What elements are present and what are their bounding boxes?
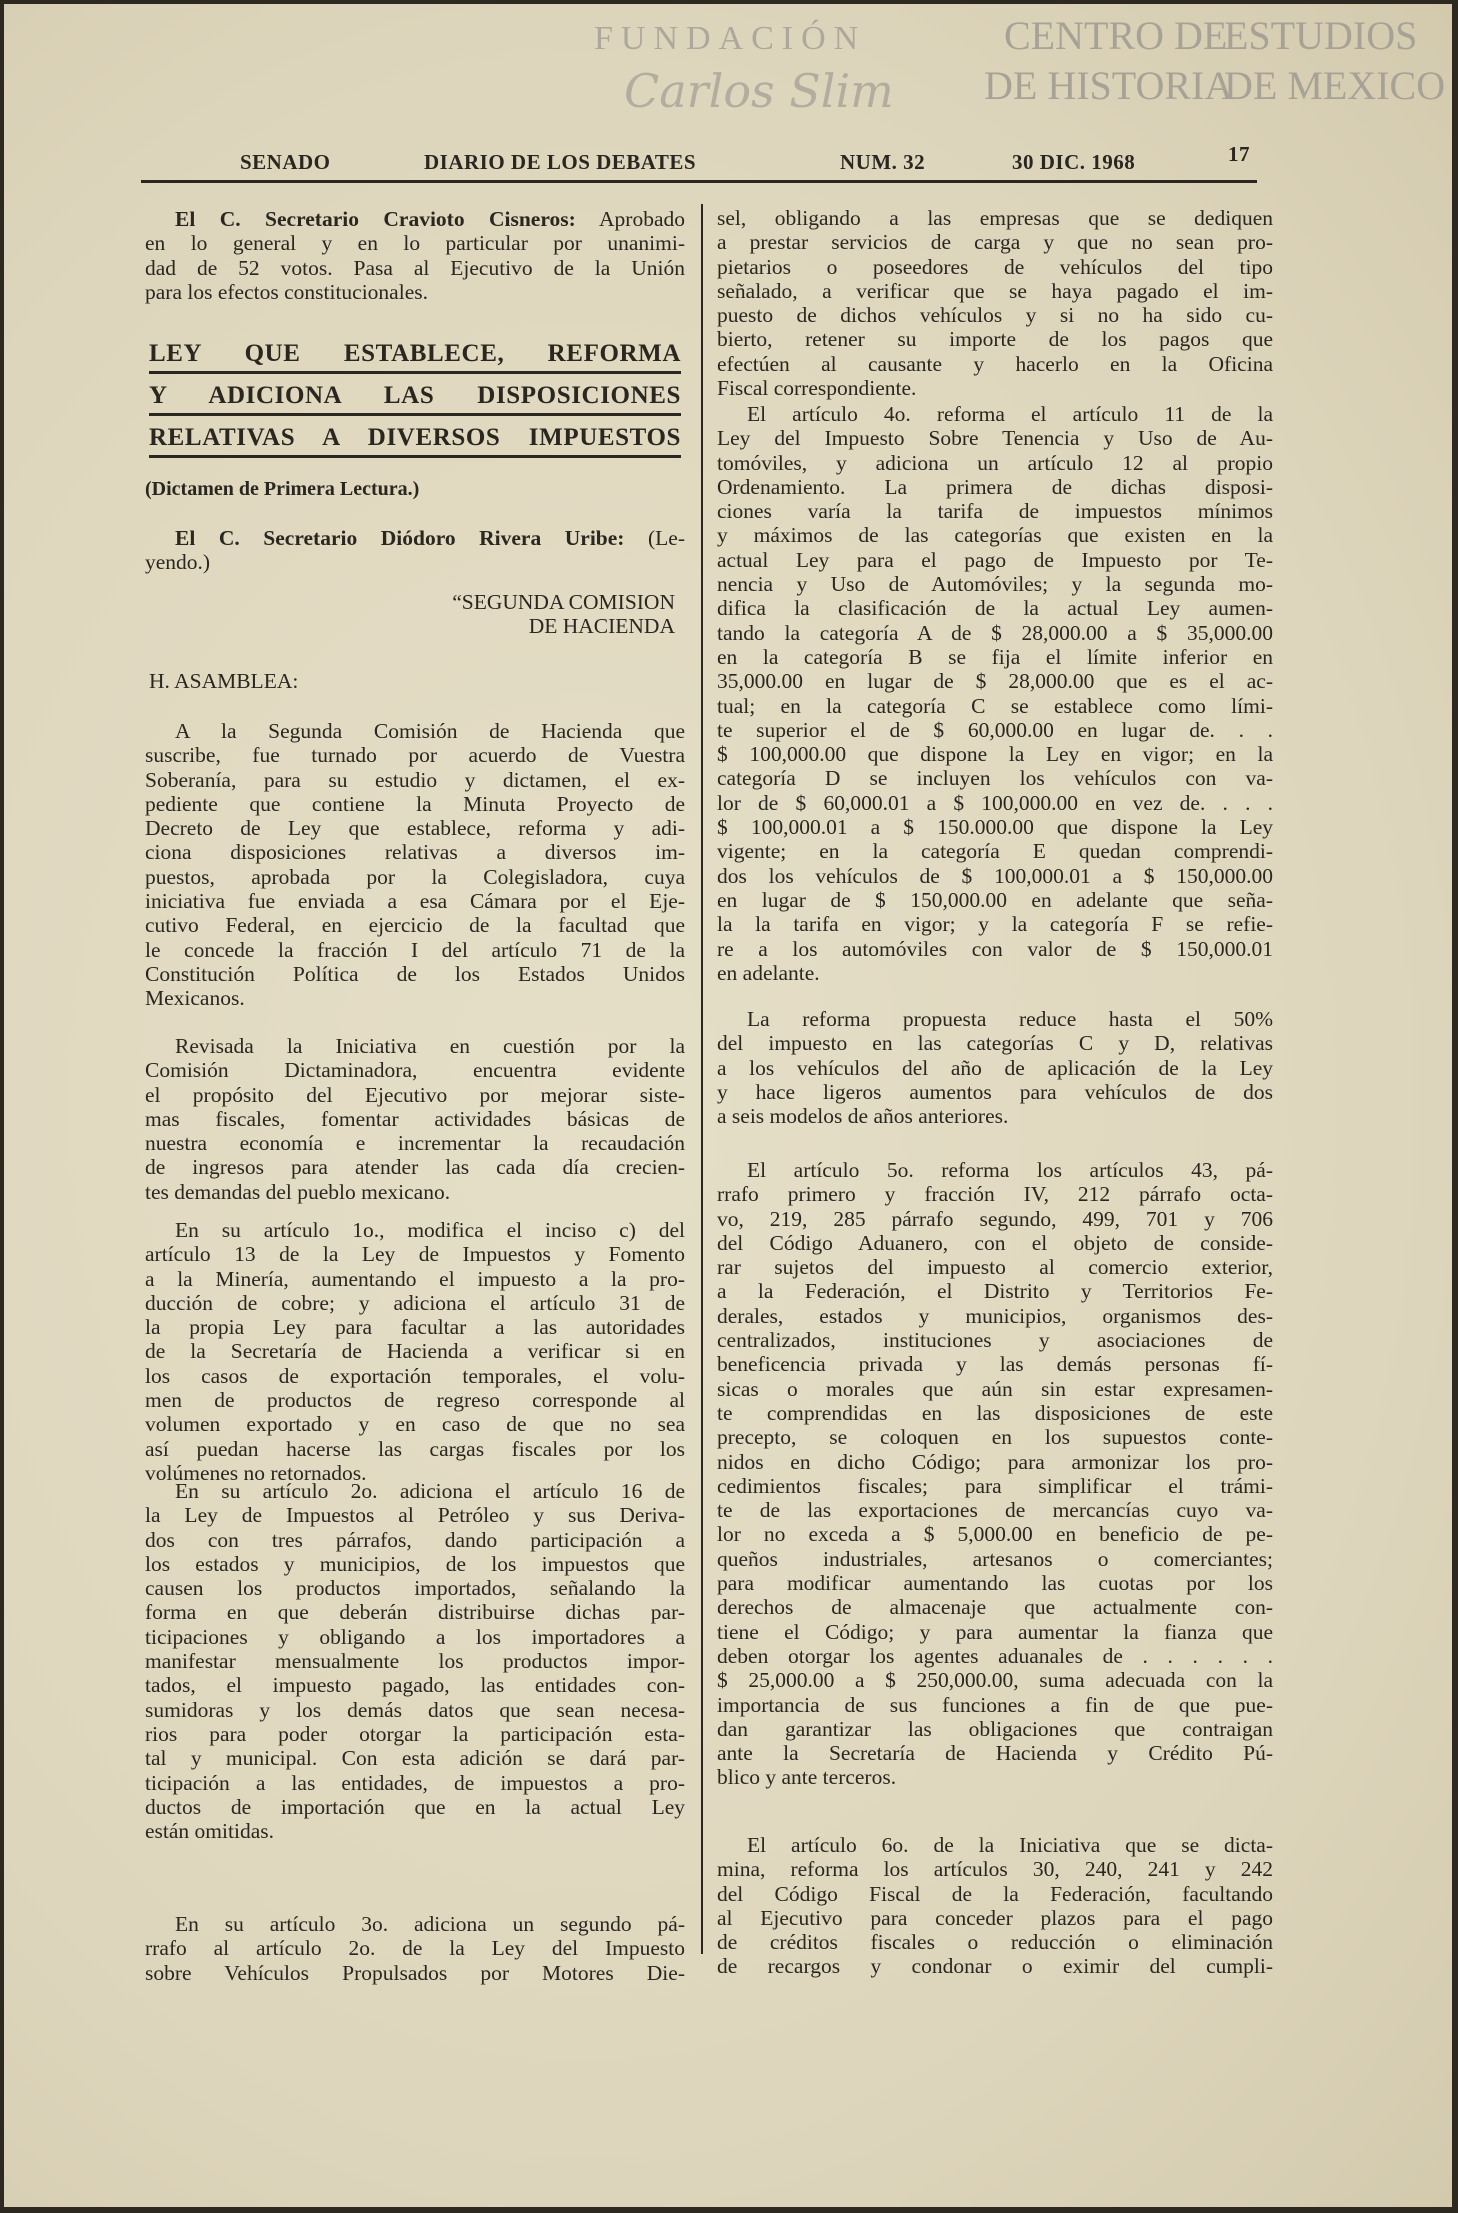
committee-heading (145, 590, 685, 639)
text-line: El artículo 6o. de la Iniciativa que se dicta- (747, 1833, 1273, 1857)
text-line: El artículo 4o. reforma el artículo 11 de la (747, 402, 1273, 426)
text-line: del Código Fiscal de la Federación, facultando (717, 1881, 1273, 1906)
speaker-name: El C. Secretario Diódoro Rivera Uribe: (175, 526, 625, 550)
text-line: sel, obligando a las empresas que se dediquen (717, 206, 1273, 230)
paragraph (717, 1833, 1273, 1979)
text-line: los estados y municipios, de los impuestos que (145, 1551, 685, 1576)
paragraph (145, 1479, 685, 1843)
text-line: están omitidas. (145, 1819, 274, 1844)
law-title-line-1: LEY QUE ESTABLECE, REFORMA (149, 340, 681, 374)
text-line: Soberanía, para su estudio y dictamen, el ex- (145, 767, 685, 792)
text-line: ciona disposiciones relativas a diversos im- (145, 840, 685, 865)
header-rule (141, 180, 1257, 183)
text-line: $ 100,000.01 a $ 150.000.00 que dispone la Ley (717, 815, 1273, 840)
text-line: vigente; en la categoría E quedan comprendi- (717, 839, 1273, 864)
text-line (145, 207, 685, 231)
text-line: tual; en la categoría C se establece como lími- (717, 693, 1273, 718)
text-line: en la categoría B se fija el límite inferior en (717, 644, 1273, 669)
text-line: sicas o morales que aún sin estar expresamen- (717, 1376, 1273, 1401)
salutation: H. ASAMBLEA: (149, 669, 299, 693)
text-line: Revisada la Iniciativa en cuestión por la (175, 1034, 685, 1058)
committee-line: “SEGUNDA COMISION (452, 590, 675, 614)
watermark-signature: Carlos Slim (624, 64, 894, 118)
text-line: Decreto de Ley que establece, reforma y adi- (145, 816, 685, 841)
text-line: rrafo al artículo 2o. de la Ley del Impuesto (145, 1936, 685, 1961)
text-line: Constitución Política de los Estados Unidos (145, 961, 685, 986)
text-line: ciones varía la tarifa de impuestos mínimos (717, 499, 1273, 524)
paragraph (145, 1912, 685, 1985)
text-line: artículo 13 de la Ley de Impuestos y Fomento (145, 1242, 685, 1267)
text-line: difica la clasificación de la actual Ley aumen- (717, 596, 1273, 621)
text-line: cedimientos fiscales; para simplificar el trámi- (717, 1473, 1273, 1498)
text-line: tiene el Código; y para aumentar la fianza que (717, 1619, 1273, 1644)
text-line: mas fiscales, fomentar actividades básicas de (145, 1106, 685, 1131)
text-line: efectúen al causante y hacerlo en la Oficina (717, 351, 1273, 376)
secretary-statement (145, 207, 685, 304)
text-line: ante la Secretaría de Hacienda y Crédito Pú- (717, 1741, 1273, 1766)
text-line: la propia Ley para facultar a las autoridades (145, 1315, 685, 1340)
paragraph (717, 1007, 1273, 1128)
text-line: En su artículo 3o. adiciona un segundo pá- (175, 1912, 685, 1936)
text-line: En su artículo 2o. adiciona el artículo 16 de (175, 1479, 685, 1503)
text-line: iniciativa fue enviada a esa Cámara por el Eje- (145, 889, 685, 914)
text-line: bierto, retener su importe de los pagos que (717, 327, 1273, 352)
line-text: (Le- (624, 526, 686, 550)
text-line: puestos, aprobada por la Colegisladora, cuya (145, 864, 685, 889)
text-line: centralizados, instituciones y asociaciones de (717, 1328, 1273, 1353)
text-line: Ley del Impuesto Sobre Tenencia y Uso de Au- (717, 426, 1273, 451)
text-line: tando la categoría A de $ 28,000.00 a $ 35,000.00 (717, 620, 1273, 645)
text-line: ductos de importación que en la actual Ley (145, 1794, 685, 1819)
paragraph (717, 206, 1273, 400)
text-line: volúmenes no retornados. (145, 1460, 367, 1485)
text-line: lor no exceda a $ 5,000.00 en beneficio de pe- (717, 1522, 1273, 1547)
watermark-foundation: FUNDACIÓN (594, 20, 867, 57)
text-line: tados, el impuesto pagado, las entidades con- (145, 1673, 685, 1698)
text-line: la la tarifa en vigor; y la categoría F se refie- (717, 912, 1273, 937)
header-page-number: 17 (1228, 142, 1250, 166)
header-number: NUM. 32 (840, 150, 926, 174)
text-line: Comisión Dictaminadora, encuentra evidente (145, 1058, 685, 1083)
text-line: pietarios o poseedores de vehículos del tipo (717, 254, 1273, 279)
text-line: ducción de cobre; y adiciona el artículo 31 de (145, 1290, 685, 1315)
text-line: rar sujetos del impuesto al comercio exterior, (717, 1255, 1273, 1280)
column-divider (701, 204, 703, 1954)
text-line: deben otorgar los agentes aduanales de . . . . . . (717, 1643, 1273, 1668)
header-publication: DIARIO DE LOS DEBATES (424, 150, 697, 174)
text-line: $ 100,000.00 que dispone la Ley en vigor; en la (717, 742, 1273, 767)
text-line: dos con tres párrafos, dando participación a (145, 1527, 685, 1552)
text-line: los casos de exportación temporales, el volu- (145, 1363, 685, 1388)
text-line: dan garantizar las obligaciones que contraigan (717, 1716, 1273, 1741)
text-line: categoría D se incluyen los vehículos con va- (717, 766, 1273, 791)
text-line: beneficencia privada y las demás personas fí- (717, 1352, 1273, 1377)
law-subtitle: (Dictamen de Primera Lectura.) (145, 478, 420, 500)
text-line: ticipación a las entidades, de impuestos a pro- (145, 1770, 685, 1795)
text-line: nidos en dicho Código; para armonizar los pro- (717, 1449, 1273, 1474)
text-line: de créditos fiscales o reducción o eliminación (717, 1930, 1273, 1955)
text-line: del impuesto en las categorías C y D, relativas (717, 1031, 1273, 1056)
text-line: el propósito del Ejecutivo por mejorar siste- (145, 1082, 685, 1107)
text-line: para los efectos constitucionales. (145, 279, 428, 304)
text-line: y máximos de las categorías que existen en la (717, 523, 1273, 548)
text-line: señalado, a verificar que se haya pagado el im- (717, 278, 1273, 303)
paragraph (145, 1034, 685, 1204)
text-line: a los vehículos del año de aplicación de la Ley (717, 1055, 1273, 1080)
text-line: suscribe, fue turnado por acuerdo de Vuestra (145, 743, 685, 768)
text-line: La reforma propuesta reduce hasta el 50% (747, 1007, 1273, 1031)
text-line: así puedan hacerse las cargas fiscales por los (145, 1436, 685, 1461)
law-title-line-3: RELATIVAS A DIVERSOS IMPUESTOS (149, 424, 681, 458)
header-chamber: SENADO (240, 150, 331, 174)
text-line: para modificar aumentando las cuotas por los (717, 1571, 1273, 1596)
text-line: puesto de dichos vehículos y si no ha sido cu- (717, 303, 1273, 328)
text-line: re a los automóviles con valor de $ 150,000.01 (717, 936, 1273, 961)
text-line: manifestar mensualmente los productos impor- (145, 1649, 685, 1674)
text-line: men de productos de regreso corresponde al (145, 1388, 685, 1413)
text-line: queños industriales, artesanos o comerciantes; (717, 1546, 1273, 1571)
text-line: dad de 52 votos. Pasa al Ejecutivo de la Unión (145, 255, 685, 280)
paragraph (717, 402, 1273, 985)
text-line: te superior el de $ 60,000.00 en lugar de. . . (717, 717, 1273, 742)
text-line: le concede la fracción I del artículo 71 de la (145, 937, 685, 962)
law-title-line-2: Y ADICIONA LAS DISPOSICIONES (149, 382, 681, 416)
paragraph (145, 719, 685, 1011)
text-line: Ordenamiento. La primera de dichas disposi- (717, 474, 1273, 499)
text-line: de ingresos para atender las cada día crecien- (145, 1155, 685, 1180)
text-line: blico y ante terceros. (717, 1765, 897, 1790)
text-line: precepto, se coloquen en los supuestos conte- (717, 1425, 1273, 1450)
text-line: mina, reforma los artículos 30, 240, 241 y 242 (717, 1857, 1273, 1882)
watermark-line: DE HISTORIA (984, 63, 1234, 108)
text-line: del Código Aduanero, con el objeto de conside- (717, 1230, 1273, 1255)
text-line: al Ejecutivo para conceder plazos para el pago (717, 1905, 1273, 1930)
line-text: Aprobado (575, 207, 685, 231)
text-line: a la Federación, el Distrito y Territorios Fe- (717, 1279, 1273, 1304)
text-line: volumen exportado y en caso de que no sea (145, 1412, 685, 1437)
text-line (145, 526, 685, 550)
text-line: rios para poder otorgar la participación esta- (145, 1721, 685, 1746)
text-line: tes demandas del pueblo mexicano. (145, 1179, 451, 1204)
watermark-line: CENTRO DE (1004, 13, 1228, 58)
text-line: derales, estados y municipios, organismos des- (717, 1303, 1273, 1328)
text-line: $ 25,000.00 a $ 250,000.00, suma adecuada con la (717, 1668, 1273, 1693)
text-line: en lo general y en lo particular por unanimi- (145, 231, 685, 256)
text-line: a la Minería, aumentando el impuesto a la pro- (145, 1266, 685, 1291)
text-line: a seis modelos de años anteriores. (717, 1104, 1009, 1129)
text-line: tal y municipal. Con esta adición se dará par- (145, 1746, 685, 1771)
speaker-statement (145, 526, 685, 575)
header-date: 30 DIC. 1968 (1012, 150, 1136, 174)
watermark-line: ESTUDIOS (1224, 13, 1418, 58)
paragraph (717, 1158, 1273, 1790)
text-line: importancia de sus funciones a fin de que pue- (717, 1692, 1273, 1717)
text-line: sobre Vehículos Propulsados por Motores Die- (145, 1960, 685, 1985)
text-line: sumidoras y los demás datos que sean necesa- (145, 1697, 685, 1722)
text-line: de la Secretaría de Hacienda a verificar si en (145, 1339, 685, 1364)
committee-line: DE HACIENDA (528, 614, 675, 639)
speaker-name: El C. Secretario Cravioto Cisneros: (175, 207, 576, 231)
text-line: y hace ligeros aumentos para vehículos de dos (717, 1079, 1273, 1104)
text-line: A la Segunda Comisión de Hacienda que (175, 719, 685, 743)
text-line: te comprendidas en las disposiciones de este (717, 1400, 1273, 1425)
text-line: de recargos y condonar o eximir del cumpli- (717, 1954, 1273, 1979)
text-line: pediente que contiene la Minuta Proyecto de (145, 791, 685, 816)
text-line: forma en que deberán distribuirse dichas par- (145, 1600, 685, 1625)
text-line: ticipaciones y obligando a los importadores a (145, 1624, 685, 1649)
text-line: dos los vehículos de $ 100,000.01 a $ 150,000.00 (717, 863, 1273, 888)
text-line: en adelante. (717, 960, 820, 985)
paragraph (145, 1218, 685, 1485)
text-line: 35,000.00 en lugar de $ 28,000.00 que es el ac- (717, 669, 1273, 694)
text-line: yendo.) (145, 550, 211, 575)
text-line: El artículo 5o. reforma los artículos 43, pá- (747, 1158, 1273, 1182)
text-line: Mexicanos. (145, 986, 245, 1011)
text-line: lor de $ 60,000.01 a $ 100,000.00 en vez de. . . . (717, 790, 1273, 815)
text-line: la Ley de Impuestos al Petróleo y sus Deriva- (145, 1503, 685, 1528)
text-line: te de las exportaciones de mercancías cuyo va- (717, 1498, 1273, 1523)
text-line: rrafo primero y fracción IV, 212 párrafo octa- (717, 1182, 1273, 1207)
text-line: derechos de almacenaje que actualmente con- (717, 1595, 1273, 1620)
text-line: nencia y Uso de Automóviles; y la segunda mo- (717, 572, 1273, 597)
text-line: en lugar de $ 150,000.00 en adelante que seña- (717, 887, 1273, 912)
text-line: nuestra economía e incrementar la recaudación (145, 1131, 685, 1156)
text-line: vo, 219, 285 párrafo segundo, 499, 701 y 706 (717, 1206, 1273, 1231)
text-line: a prestar servicios de carga y que no sean pro- (717, 230, 1273, 255)
text-line: tomóviles, y adiciona un artículo 12 al propio (717, 450, 1273, 475)
text-line: actual Ley para el pago de Impuesto por Te- (717, 547, 1273, 572)
newspaper-page (4, 4, 1452, 2207)
watermark-line: DE MEXICO (1224, 63, 1446, 108)
text-line: causen los productos importados, señalando la (145, 1576, 685, 1601)
text-line: cutivo Federal, en ejercicio de la facultad que (145, 913, 685, 938)
text-line: En su artículo 1o., modifica el inciso c) del (175, 1218, 685, 1242)
text-line: Fiscal correspondiente. (717, 376, 917, 401)
